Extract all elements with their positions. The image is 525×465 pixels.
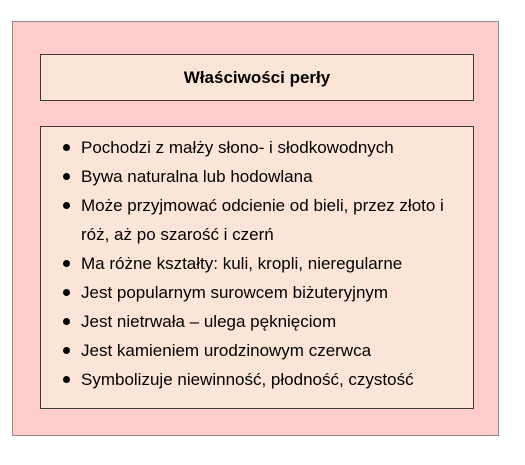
bullet-icon — [63, 289, 70, 296]
bullet-icon — [63, 347, 70, 354]
list-item — [61, 133, 466, 162]
list-item — [61, 278, 466, 307]
list-item-text: Może przyjmować odcienie od bieli, przez złoto i róż, aż po szarość i czerń — [81, 196, 444, 244]
list-item — [61, 249, 466, 278]
list-item-text: Symbolizuje niewinność, płodność, czystość — [81, 370, 414, 389]
bullet-icon — [63, 318, 70, 325]
list-item — [61, 191, 466, 249]
title-box — [40, 54, 474, 101]
bullet-icon — [63, 202, 70, 209]
bullet-icon — [63, 376, 70, 383]
bullet-icon — [63, 260, 70, 267]
bullet-icon — [63, 144, 70, 151]
outer-panel — [12, 21, 499, 436]
list-item — [61, 336, 466, 365]
properties-list — [61, 133, 466, 394]
list-item — [61, 365, 466, 394]
list-item-text: Jest nietrwała – ulega pęknięciom — [81, 312, 337, 331]
list-item — [61, 307, 466, 336]
title: Właściwości perły — [183, 67, 331, 87]
list-item-text: Bywa naturalna lub hodowlana — [81, 167, 313, 186]
list-item-text: Jest popularnym surowcem biżuteryjnym — [81, 283, 389, 302]
list-item-text: Pochodzi z małży słono- i słodkowodnych — [81, 138, 394, 157]
list-item-text: Ma różne kształty: kuli, kropli, nieregularne — [81, 254, 403, 273]
properties-box — [40, 126, 474, 409]
list-item — [61, 162, 466, 191]
bullet-icon — [63, 173, 70, 180]
list-item-text: Jest kamieniem urodzinowym czerwca — [81, 341, 372, 360]
